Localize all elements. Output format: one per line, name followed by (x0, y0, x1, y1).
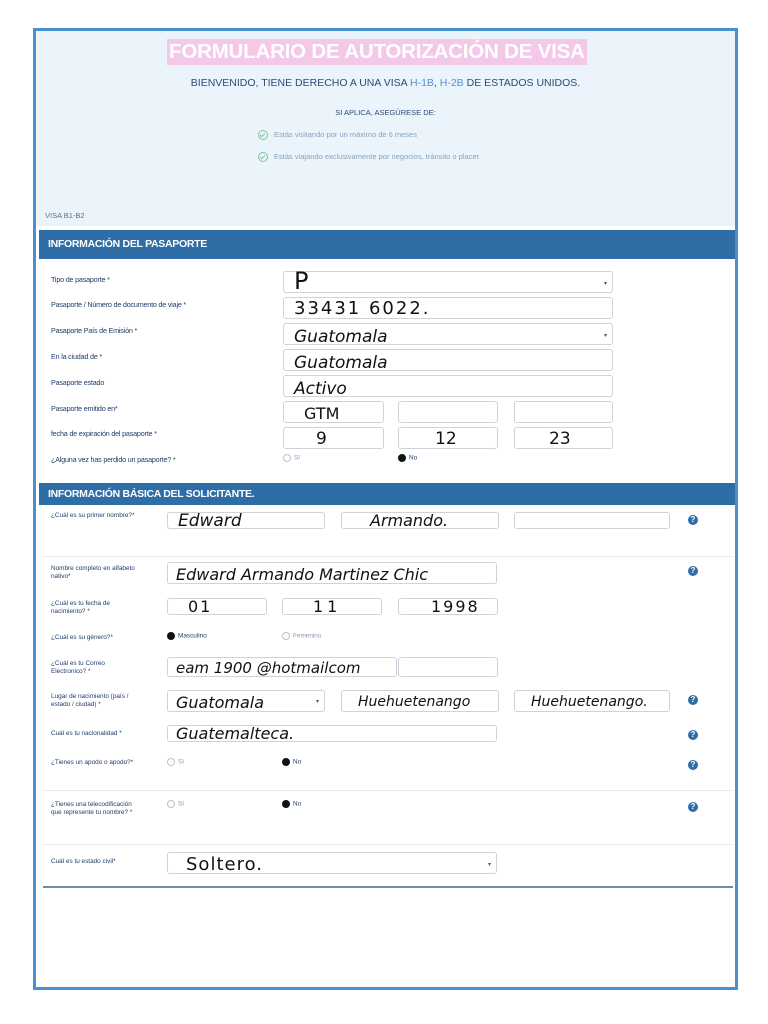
tipo-select[interactable] (283, 267, 613, 295)
label-civil: Cuál es tu estado civil* (51, 858, 116, 865)
lugar-estado-field[interactable] (341, 690, 499, 712)
telecod-si-radio[interactable] (167, 800, 184, 808)
form-page (33, 28, 738, 990)
label-nativo: Nombre completo en alfabeto nativo* (51, 565, 135, 580)
label-genero: ¿Cuál es su género?* (51, 634, 113, 641)
help-icon[interactable]: ? (688, 566, 698, 576)
check-text: Estás viajando exclusivamente por negocios, tránsito o placer. (274, 152, 481, 161)
label-nacionalidad: Cuál es tu nacionalidad * (51, 730, 122, 737)
dob-day-field[interactable] (167, 598, 267, 615)
exp-month-field[interactable] (398, 427, 498, 449)
radio-circle-icon (283, 454, 291, 462)
help-icon[interactable]: ? (688, 695, 698, 705)
dob-month-value: 11 (313, 597, 342, 616)
dob-day-value: 01 (188, 597, 213, 616)
check-circle-icon (258, 152, 268, 162)
divider (43, 790, 733, 791)
exp-month-value: 12 (435, 429, 457, 449)
aplica-heading: SI APLICA, ASEGÚRESE DE: (335, 108, 436, 117)
label-emitido: Pasaporte emitido en* (51, 404, 118, 413)
radio-selected-icon (167, 632, 175, 640)
subtitle-h1b: H-1B (409, 77, 434, 89)
exp-day-field[interactable] (283, 427, 384, 449)
label-correo: ¿Cuál es tu Correo Electronico? * (51, 660, 105, 675)
lugar-pais-select[interactable] (167, 690, 325, 712)
passport-section-header: INFORMACIÓN DEL PASAPORTE (39, 230, 735, 259)
help-icon[interactable]: ? (688, 760, 698, 770)
help-icon[interactable]: ? (688, 802, 698, 812)
subtitle-h2b: H-2B (439, 77, 464, 89)
numero-field[interactable] (283, 297, 613, 319)
radio-label: Masculino (178, 632, 207, 640)
lugar-estado-value: Huehuetenango (358, 694, 471, 710)
label-expiracion: fecha de expiración del pasaporte * (51, 429, 157, 438)
exp-year-value: 23 (549, 429, 571, 449)
label-pais: Pasaporte País de Emisión * (51, 326, 138, 335)
chevron-down-icon: ▾ (315, 699, 319, 705)
divider (43, 556, 733, 557)
nacionalidad-field[interactable] (167, 725, 497, 742)
ciudad-value: Guatomala (294, 353, 388, 373)
subtitle-sep: , (433, 77, 440, 89)
civil-select[interactable] (167, 852, 497, 874)
label-telecod: ¿Tienes una telecodificación que represente tu nombre? * (51, 801, 133, 816)
estado-field[interactable] (283, 375, 613, 397)
label-ciudad: En la ciudad de * (51, 352, 102, 361)
genero-masculino-radio[interactable] (167, 632, 207, 640)
emitido-field-2[interactable] (398, 401, 498, 423)
numero-value: 33431 6022. (294, 298, 431, 319)
radio-label: Sí (178, 758, 185, 766)
emitido-field[interactable] (283, 401, 384, 423)
chevron-down-icon: ▾ (487, 862, 491, 868)
check-text: Estás visitando por un máximo de 6 meses (274, 130, 417, 139)
label-lugar: Lugar de nacimiento (país / estado / ciudad) * (51, 693, 129, 708)
label-nombre: ¿Cuál es su primer nombre?* (51, 512, 135, 519)
radio-selected-icon (398, 454, 406, 462)
nativo-field[interactable] (167, 562, 497, 584)
apodo-si-radio[interactable] (167, 758, 184, 766)
correo-field[interactable] (167, 657, 397, 677)
nombre-field-2[interactable] (341, 512, 499, 529)
nacionalidad-value: Guatemalteca. (176, 724, 295, 743)
radio-label: Sí (294, 454, 301, 462)
form-header (36, 31, 735, 226)
nombre-field-1[interactable] (167, 512, 325, 529)
radio-circle-icon (282, 632, 290, 640)
apodo-no-radio[interactable] (282, 758, 301, 766)
nativo-value: Edward Armando Martinez Chic (176, 565, 428, 584)
perdido-no-radio[interactable] (398, 454, 417, 462)
chevron-down-icon: ▾ (603, 281, 607, 287)
correo-value: eam 1900 @hotmailcom (176, 659, 361, 677)
help-icon[interactable]: ? (688, 515, 698, 525)
emitido-field-3[interactable] (514, 401, 613, 423)
visa-tag: VISA B1-B2 (45, 211, 85, 220)
lugar-pais-value: Guatomala (176, 693, 265, 712)
exp-day-value: 9 (316, 429, 327, 449)
form-title: FORMULARIO DE AUTORIZACIÓN DE VISA (169, 40, 585, 63)
correo-field-2[interactable] (398, 657, 498, 677)
check-circle-icon (258, 130, 268, 140)
nombre-value-1: Edward (178, 511, 242, 531)
form-bottom-border (43, 886, 733, 888)
ciudad-field[interactable] (283, 349, 613, 371)
dob-year-value: 1998 (431, 597, 480, 616)
subtitle-text: BIENVENIDO, TIENE DERECHO A UNA VISA (190, 77, 410, 89)
divider (43, 844, 733, 845)
applicant-section-header: INFORMACIÓN BÁSICA DEL SOLICITANTE. (39, 483, 735, 505)
radio-selected-icon (282, 800, 290, 808)
telecod-no-radio[interactable] (282, 800, 301, 808)
radio-label: Femenino (293, 632, 322, 640)
nombre-value-2: Armando. (370, 511, 449, 530)
pais-value: Guatomala (294, 327, 388, 347)
radio-circle-icon (167, 758, 175, 766)
emitido-value: GTM (304, 404, 340, 423)
radio-label: No (293, 800, 302, 808)
subtitle-post: DE ESTADOS UNIDOS. (463, 77, 581, 89)
chevron-down-icon: ▾ (603, 333, 607, 339)
label-apodo: ¿Tienes un apodo o apodo?* (51, 759, 134, 766)
tipo-value: P (294, 267, 309, 295)
genero-femenino-radio[interactable] (282, 632, 321, 640)
label-estado: Pasaporte estado (51, 378, 105, 387)
lugar-ciudad-field[interactable] (514, 690, 670, 712)
radio-label: No (409, 454, 418, 462)
estado-value: Activo (294, 379, 347, 399)
label-perdido: ¿Alguna vez has perdido un pasaporte? * (51, 455, 176, 464)
pais-select[interactable] (283, 323, 613, 345)
dob-year-field[interactable] (398, 598, 498, 615)
radio-selected-icon (282, 758, 290, 766)
radio-label: No (293, 758, 302, 766)
dob-month-field[interactable] (282, 598, 382, 615)
help-icon[interactable]: ? (688, 730, 698, 740)
nombre-field-3[interactable] (514, 512, 670, 529)
check-item (258, 130, 417, 140)
civil-value: Soltero. (186, 854, 263, 875)
exp-year-field[interactable] (514, 427, 613, 449)
radio-circle-icon (167, 800, 175, 808)
label-nacimiento: ¿Cuál es tu fecha de nacimiento? * (51, 600, 110, 615)
check-item (258, 152, 481, 162)
label-tipo: Tipo de pasaporte * (51, 275, 110, 284)
perdido-si-radio[interactable] (283, 454, 300, 462)
form-subtitle (36, 77, 735, 89)
label-numero: Pasaporte / Número de documento de viaje * (51, 300, 187, 309)
lugar-ciudad-value: Huehuetenango. (531, 694, 648, 710)
radio-label: Sí (178, 800, 185, 808)
